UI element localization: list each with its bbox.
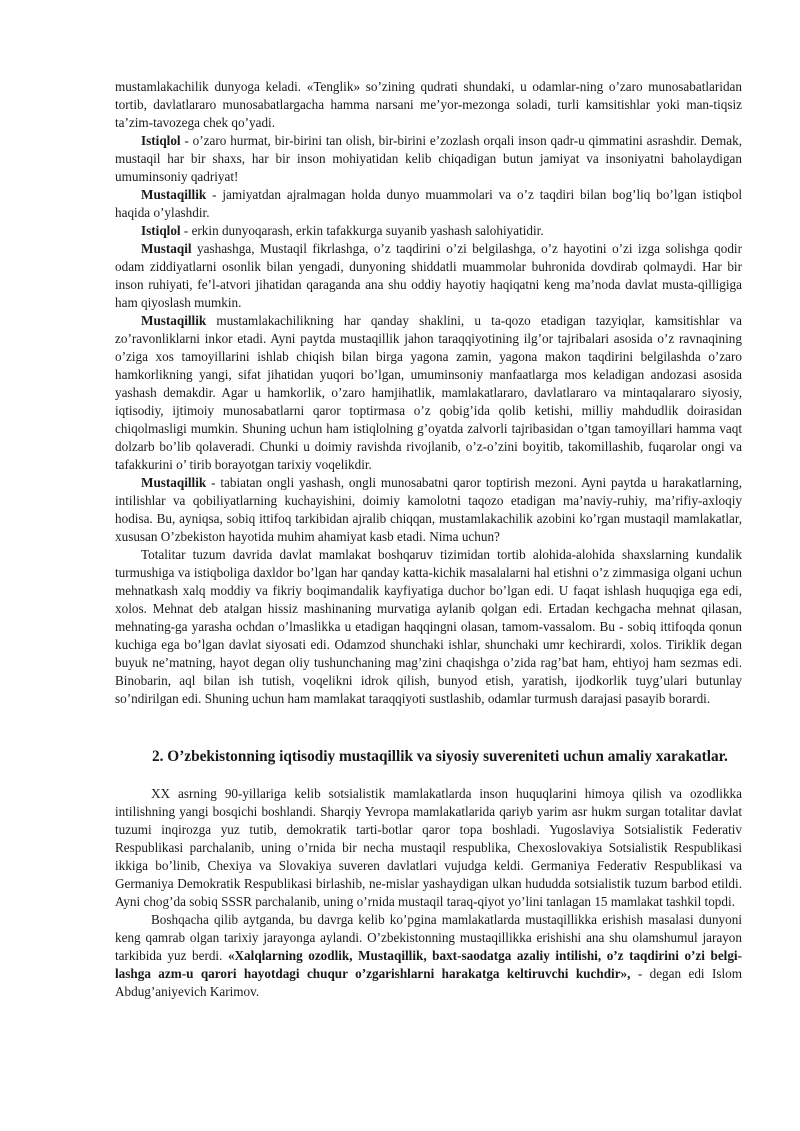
paragraph-text: - o’zaro hurmat, bir-birini tan olish, bir-birini e’zozlash orqali inson qadr-u qimmatini asrashdir. Demak, mustaqil har bir shaxs, har bir inson mohiyatidan kelib chiqadigan butun jamiyat va insoniyatni baholaydigan umuminsoniy qadriyat!: [115, 133, 742, 184]
paragraph-text: - erkin dunyoqarash, erkin tafakkurga suyanib yashash salohiyatidir.: [180, 223, 544, 238]
paragraph-text: - degan edi Islom Abdug’aniyevich Karimov.: [115, 966, 743, 999]
paragraph-text: mustamlakachilikning har qanday shaklini, u ta-qozo etadigan tazyiqlar, kamsitishlar va zo’ravonliklarni inkor etadi. Ayni paytda mustaqillik jahon taraqqiyotining ilg’or tajribalari asosida o’z ravnaqining o’ziga xos tamoyillarini ishlab chiqish bilan birga yagona zamin, yagona makon taqdirini belgilashda o’zaro hamkorlikning yangi, sifat jihatidan yuqori bo’lgan, umuminsoniy manfaatlarga mos keladigan andozasi asosida yashash demakdir. Agar u hamkorlik, o’zaro hamjihatlik, mamlakatlararo, davlatlararo va mintaqalararo siyosiy, iqtisodiy, ijtimoiy munosabatlarni qaror toptirmasa o’z qobig’ida qolib ketishi, milliy mahdudlik doirasidan chiqolmasligi mumkin. Shuning uchun ham istiqlolning g’oyatda zalvorli tajribasidan o’tgan tamoyillari hamma vaqt dolzarb bo’lib qolaveradi. Chunki u doimiy ravishda rivojlanib, o’z-o’zini boyitib, takomillashib, fuqarolar ongi va tafakkurini o’ tirib borayotgan tarixiy voqelikdir.: [115, 313, 742, 472]
paragraph-xx-asr: XX asrning 90-yillariga kelib sotsialistik mamlakatlarda inson huquqlarini himoya qilish va ozodlikka intilishning yangi bosqichi boshlandi. Sharqiy Yevropa mamlakatlarida qariyb yarim asr hukm surgan totalitar davlat tuzumi inqirozga yuz tutib, demokratik tarti-botlar qaror topa boshladi. Yugoslaviya Sotsialistik Federativ Respublikasi parchalanib, uning o’rnida bir necha mustaqil respublika, Chexoslovakiya Sotsialistik Respublikasi ikkiga bo’linib, Chexiya va Slovakiya suveren davlatlari vujudga keldi. Germaniya Federativ Respublikasi va Germaniya Demokratik Respublikasi birlashib, ne-mislar yashaydigan ulkan hududda sotsialistik tuzum barbod etildi. Ayni chog’da sobiq SSSR parchalanib, uning o’rnida mustaqil taraq-qiyot yo’lini tanlagan 15 mamlakat tashkil topdi.: [115, 786, 742, 909]
term-istiqlol: Istiqlol: [141, 223, 181, 238]
paragraph-text: Boshqacha qilib aytganda, bu davrga kelib ko’pgina mamlakatlarda mustaqillikka erishish masalasi dunyoni keng qamrab olgan tarixiy jarayonga aylandi. O’zbekistonning mustaqillikka erishishi ana shu olamshumul jarayon tarkibida yuz berdi.: [115, 912, 742, 963]
paragraph-istiqlol-2: [115, 222, 742, 240]
paragraph-mustaqillik-1: [115, 186, 742, 222]
paragraph-text: - jamiyatdan ajralmagan holda dunyo muammolari va o’z taqdiri bilan bog’liq bo’lgan istiqbol haqida o’ylashdir.: [115, 187, 742, 220]
term-mustaqillik: Mustaqillik: [141, 475, 207, 490]
paragraph-mustaqillik-3: [115, 474, 742, 546]
section-spacer: [115, 708, 742, 746]
section-spacer: [115, 768, 742, 785]
paragraph-text: - tabiatan ongli yashash, ongli munosabatni qaror toptirish mezoni. Ayni paytda u harakatlarning, intilishlar va qobiliyatlarning kuchayishini, doimiy kamolotni taqozo etadigan ma’naviy-ruhiy, ma’rifiy-axloqiy hodisa. Bu, ayniqsa, sobiq ittifoq tarkibidan ajralib chiqqan, mustamlakachilik azobini ko’rgan mustaqil mamlakatlar, xususan O’zbekiston hayotida muhim ahamiyat kasb etadi. Nima uchun?: [115, 475, 742, 544]
term-mustaqillik: Mustaqillik: [141, 187, 207, 202]
paragraph-totalitar: Totalitar tuzum davrida davlat mamlakat boshqaruv tizimidan tortib alohida-alohida shaxslarning kundalik turmushiga va istiqboliga daxldor bo’lgan har qanday katta-kichik masalalarni hal etishni o’z zimmasiga olgani uchun mehnatkash xalq moddiy va fikriy boqimandalik kayfiyatiga duchor bo’lgan edi. U faqat ishlash huquqiga ega edi, xolos. Mehnat deb atalgan hissiz mashinaning murvatiga aylanib qolgan edi. Ertadan kechgacha mehnat qilasan, mehnating-ga yarasha ochdan o’lmaslikka u etadigan haqqingni olasan, tamom-vassalom. Bu - sobiq ittifoqda qonun kuchiga ega bo’lgan davlat siyosati edi. Odamzod shunchaki ishlar, shunchaki umr kechirardi, xolos. Tiriklik degan buyuk ne’matning, hayot degan oliy tushunchaning mag’zini chaqishga o’zida rag’bat ham, ehtiyoj ham sezmas edi. Binobarin, aql bilan ish tutish, voqelikni idrok qilish, bunyod etish, yaratish, ijodkorlik tuyg’ulari butunlay so’ndirilgan edi. Shuning uchun ham mamlakat taraqqiyoti sustlashib, odamlar turmush darajasi pasayib borardi.: [115, 547, 742, 706]
section-heading: 2. O’zbekistonning iqtisodiy mustaqillik va siyosiy suvereniteti uchun amaliy xarakatlar.: [152, 748, 728, 765]
paragraph-text: yashashga, Mustaqil fikrlashga, o’z taqdirini o’zi belgilashga, o’z hayotini o’zi izga solishga qodir odam ziddiyatlarni osonlik bilan yengadi, dunyoning shiddatli muammolar buhronida dovdirab qolmaydi. Har bir inson ruhiyati, fe’l-atvori jihatidan qaraganda ana shu oddiy hayotiy haqiqatni keng ma’noda davlat musta-qilligiga ham qiyoslash mumkin.: [115, 241, 742, 310]
paragraph-mustaqillik-2: [115, 312, 742, 474]
quote-karimov: «Xalqlarning ozodlik, Mustaqillik, baxt-saodatga azaliy intilishi, o’z taqdirini o’zi belgi-lashga azm-u qarori hayotdagi chuqur o’zgarishlarni harakatga keltiruvchi kuchdir»,: [115, 948, 742, 981]
paragraph-mustaqil: [115, 240, 742, 312]
paragraph-intro: mustamlakachilik dunyoga keladi. «Tenglik» so’zining qudrati shundaki, u odamlar-ning o’zaro munosabatlaridan tortib, davlatlararo munosabatlargacha hamma narsani me’yor-mezonga soladi, turli kamsitishlar yoki man-tiqsiz ta’zim-tavozega chek qo’yadi.: [115, 79, 742, 130]
term-mustaqil: Mustaqil: [141, 241, 192, 256]
document-page: [115, 78, 742, 1001]
paragraph-boshqacha: [115, 911, 742, 1001]
term-mustaqillik: Mustaqillik: [141, 313, 207, 328]
term-istiqlol: Istiqlol: [141, 133, 181, 148]
paragraph-istiqlol-1: [115, 132, 742, 186]
